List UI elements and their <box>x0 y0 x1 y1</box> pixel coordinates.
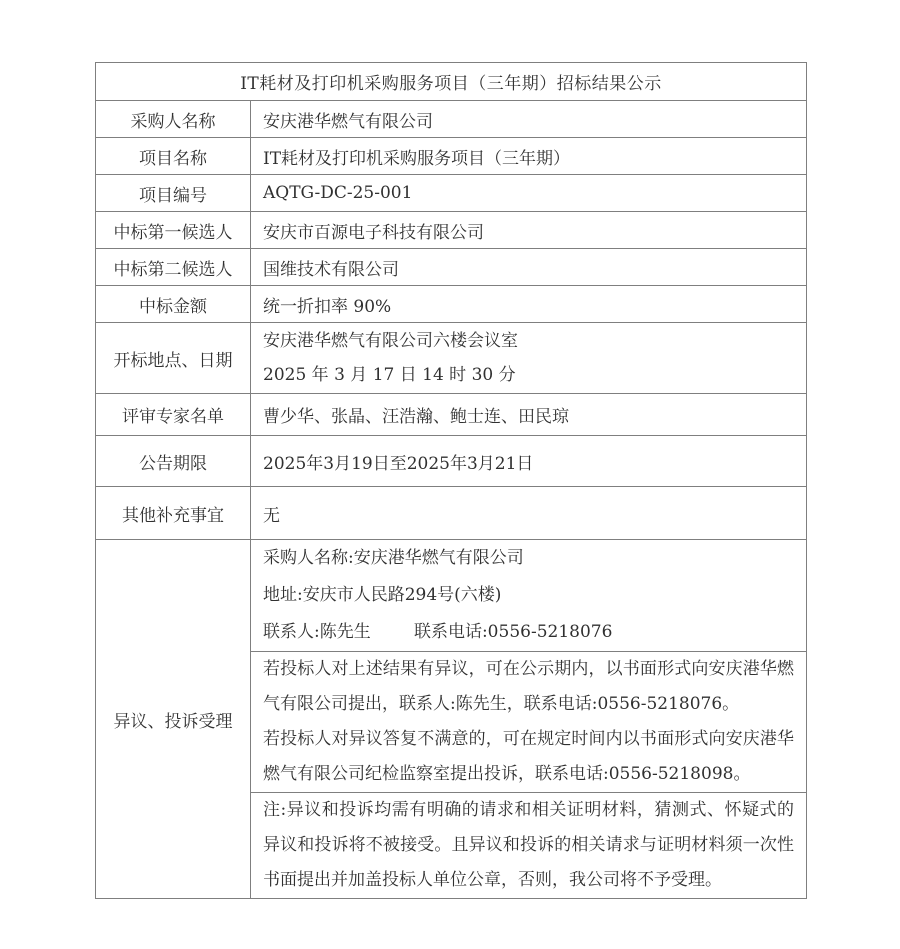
objection-note-cell <box>251 793 807 899</box>
bid-opening-venue: 安庆港华燃气有限公司六楼会议室 <box>263 331 518 351</box>
table-row-experts <box>96 394 807 436</box>
first-candidate-label: 中标第一候选人 <box>96 212 251 249</box>
announcement-table <box>95 62 807 899</box>
purchaser-name-label: 采购人名称 <box>96 101 251 138</box>
objection-contact-cell <box>251 540 807 652</box>
announcement-period-label: 公告期限 <box>96 436 251 487</box>
other-matters-value: 无 <box>251 487 807 540</box>
table-row-first-candidate <box>96 212 807 249</box>
experts-label: 评审专家名单 <box>96 394 251 436</box>
objection-address-line: 地址:安庆市人民路294号(六楼) <box>263 585 502 605</box>
table-row-announcement-period <box>96 436 807 487</box>
objection-procedure-cell <box>251 652 807 793</box>
table-row-objection-contact <box>96 540 807 652</box>
table-row-purchaser-name <box>96 101 807 138</box>
second-candidate-value: 国维技术有限公司 <box>251 249 807 286</box>
objection-purchaser-line: 采购人名称:安庆港华燃气有限公司 <box>263 548 524 568</box>
table-row-bid-amount <box>96 286 807 323</box>
bid-amount-value: 统一折扣率 90% <box>251 286 807 323</box>
project-number-value: AQTG-DC-25-001 <box>251 175 807 212</box>
table-row-project-number <box>96 175 807 212</box>
bid-opening-label: 开标地点、日期 <box>96 323 251 394</box>
project-name-value: IT耗材及打印机采购服务项目（三年期） <box>251 138 807 175</box>
title-row <box>96 63 807 101</box>
table-row-bid-opening <box>96 323 807 394</box>
project-name-label: 项目名称 <box>96 138 251 175</box>
purchaser-name-value: 安庆港华燃气有限公司 <box>251 101 807 138</box>
objection-note-paragraph: 注:异议和投诉均需有明确的请求和相关证明材料，猜测式、怀疑式的异议和投诉将不被接受。且异议和投诉的相关请求与证明材料须一次性书面提出并加盖投标人单位公章，否则，我公司将不予受理。 <box>263 800 794 890</box>
table-row-other-matters <box>96 487 807 540</box>
objection-label: 异议、投诉受理 <box>96 540 251 899</box>
bid-opening-datetime: 2025 年 3 月 17 日 14 时 30 分 <box>263 365 516 385</box>
second-candidate-label: 中标第二候选人 <box>96 249 251 286</box>
other-matters-label: 其他补充事宜 <box>96 487 251 540</box>
first-candidate-value: 安庆市百源电子科技有限公司 <box>251 212 807 249</box>
experts-value: 曹少华、张晶、汪浩瀚、鲍士连、田民琼 <box>251 394 807 436</box>
page-title: IT耗材及打印机采购服务项目（三年期）招标结果公示 <box>96 63 807 101</box>
objection-procedure-paragraph: 若投标人对上述结果有异议，可在公示期内，以书面形式向安庆港华燃气有限公司提出，联系人:陈先生，联系电话:0556-5218076。 <box>263 659 794 714</box>
objection-contact-line: 联系人:陈先生 联系电话:0556-5218076 <box>263 622 613 642</box>
objection-procedure-paragraph: 若投标人对异议答复不满意的，可在规定时间内以书面形式向安庆港华燃气有限公司纪检监察室提出投诉，联系电话:0556-5218098。 <box>263 729 794 784</box>
bid-amount-label: 中标金额 <box>96 286 251 323</box>
project-number-label: 项目编号 <box>96 175 251 212</box>
table-row-second-candidate <box>96 249 807 286</box>
bid-opening-value <box>251 323 807 394</box>
announcement-period-value: 2025年3月19日至2025年3月21日 <box>251 436 807 487</box>
table-row-project-name <box>96 138 807 175</box>
